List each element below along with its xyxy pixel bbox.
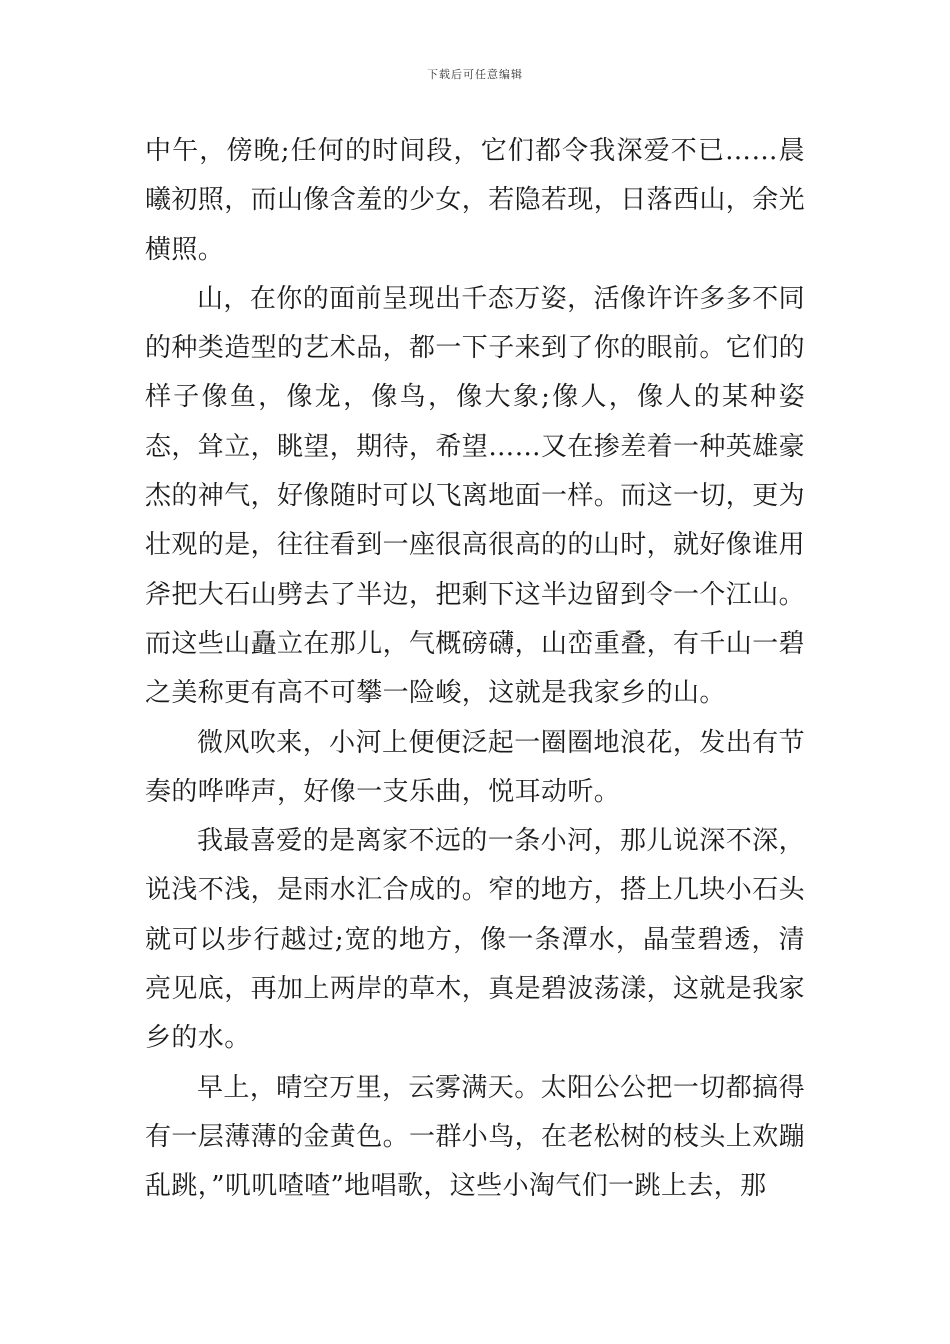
document-body	[145, 127, 805, 1212]
page-header: 下载后可任意编辑	[427, 68, 523, 81]
paragraph: 微风吹来，小河上便便泛起一圈圈地浪花，发出有节奏的哗哗声，好像一支乐曲，悦耳动听。	[145, 727, 805, 807]
paragraph: 山，在你的面前呈现出千态万姿，活像许许多多不同的种类造型的艺术品，都一下子来到了你的眼前。它们的样子像鱼，像龙，像鸟，像大象;像人，像人的某种姿态，耸立，眺望，期待，希望……又在掺差着一种英雄豪杰的神气，好像随时可以飞离地面一样。而这一切，更为壮观的是，往往看到一座很高很高的的山时，就好像谁用斧把大石山劈去了半边，把剩下这半边留到令一个江山。而这些山矗立在那儿，气概磅礴，山峦重叠，有千山一碧之美称更有高不可攀一险峻，这就是我家乡的山。	[145, 283, 806, 709]
paragraph: 我最喜爱的是离家不远的一条小河，那儿说深不深，说浅不浅，是雨水汇合成的。窄的地方，搭上几块小石头就可以步行越过;宽的地方，像一条潭水，晶莹碧透，清亮见底，再加上两岸的草木，真是碧波荡漾，这就是我家乡的水。	[145, 826, 806, 1054]
paragraph: 中午，傍晚;任何的时间段，它们都令我深爱不已……晨曦初照，而山像含羞的少女，若隐若现，日落西山，余光横照。	[145, 136, 806, 265]
paragraph: 早上，晴空万里，云雾满天。太阳公公把一切都搞得有一层薄薄的金黄色。一群小鸟，在老松树的枝头上欢蹦乱跳，”叽叽喳喳”地唱歌，这些小淘气们一跳上去，那	[145, 1072, 806, 1202]
